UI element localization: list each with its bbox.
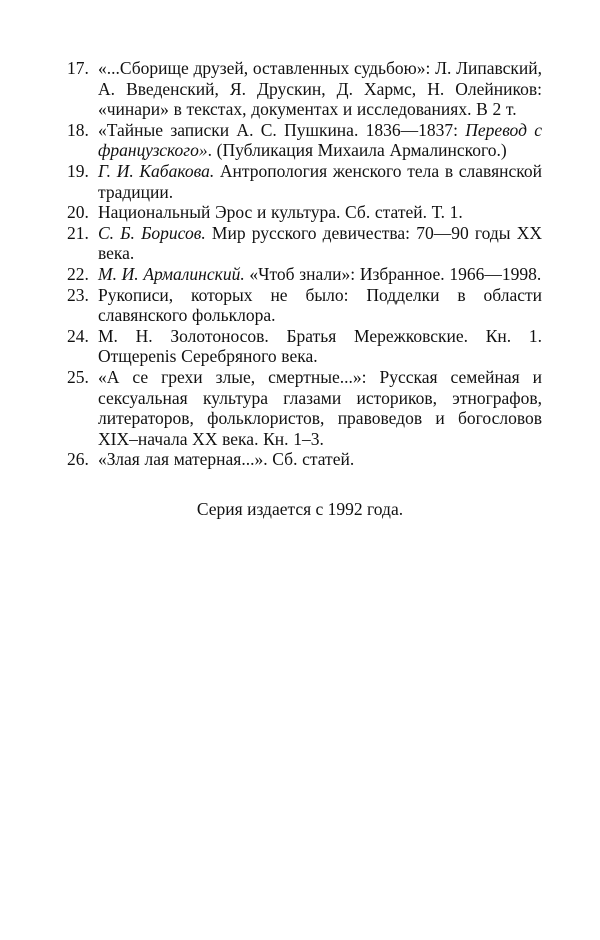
item-italic: С. Б. Борисов. — [98, 222, 206, 243]
item-number: 22. — [67, 263, 89, 284]
list-item — [67, 222, 542, 264]
item-number: 17. — [67, 58, 89, 78]
list-item — [67, 325, 542, 367]
item-italic: М. И. Армалинский. — [98, 263, 245, 284]
list-item — [67, 119, 542, 161]
item-text-tail: Мир русского девичества: 70—90 годы XX века. — [98, 222, 542, 264]
item-text: «Тайные записки А. С. Пушкина. 1836—1837: — [98, 119, 466, 140]
item-number: 19. — [67, 160, 89, 181]
item-text: Национальный Эрос и культура. Сб. статей. Т. 1. — [98, 202, 463, 223]
series-list — [67, 58, 542, 470]
item-text: «Злая лая матерная...». Сб. статей. — [98, 449, 355, 470]
list-item — [67, 284, 542, 326]
list-item — [67, 202, 542, 223]
list-item — [67, 449, 542, 470]
list-item — [67, 366, 542, 449]
series-note: Серия издается с 1992 года. — [196, 499, 404, 519]
item-italic: Перевод с французского» — [98, 119, 542, 161]
item-text-tail: . (Публикация Михаила Армалинского.) — [207, 140, 507, 161]
item-number: 18. — [67, 119, 89, 140]
item-text-tail: Антропология женского тела в славянской традиции. — [98, 160, 542, 202]
item-text: «...Сборище друзей, оставленных судьбою»: Л. Липавский, А. Введенский, Я. Друскин, Д. Хармс, Н. Олейников: «чинари» в текстах, документах и исследованиях. В 2 т. — [98, 58, 542, 120]
list-item — [67, 160, 542, 202]
item-text: «А се грехи злые, смертные...»: Русская семейная и сексуальная культура глазами историков, этнографов, литераторов, фольклористов, правоведов и богословов XIX–начала XX века. Кн. 1–3. — [98, 366, 542, 449]
list-item — [67, 263, 542, 285]
item-number: 21. — [67, 222, 89, 243]
item-number: 26. — [67, 449, 89, 470]
item-italic: Г. И. Кабакова. — [98, 160, 215, 181]
item-number: 20. — [67, 202, 89, 223]
item-number: 25. — [67, 366, 89, 387]
item-number: 23. — [67, 284, 89, 305]
item-text: М. Н. Золотоносов. Братья Мережковские. Кн. 1. Отщepenis Серебряного века. — [98, 325, 542, 367]
item-text-tail: «Чтоб знали»: Избранное. 1966—1998. — [244, 263, 542, 284]
item-number: 24. — [67, 325, 89, 346]
list-item — [67, 58, 542, 120]
item-text: Рукописи, которых не было: Подделки в области славянского фольклора. — [98, 284, 542, 326]
